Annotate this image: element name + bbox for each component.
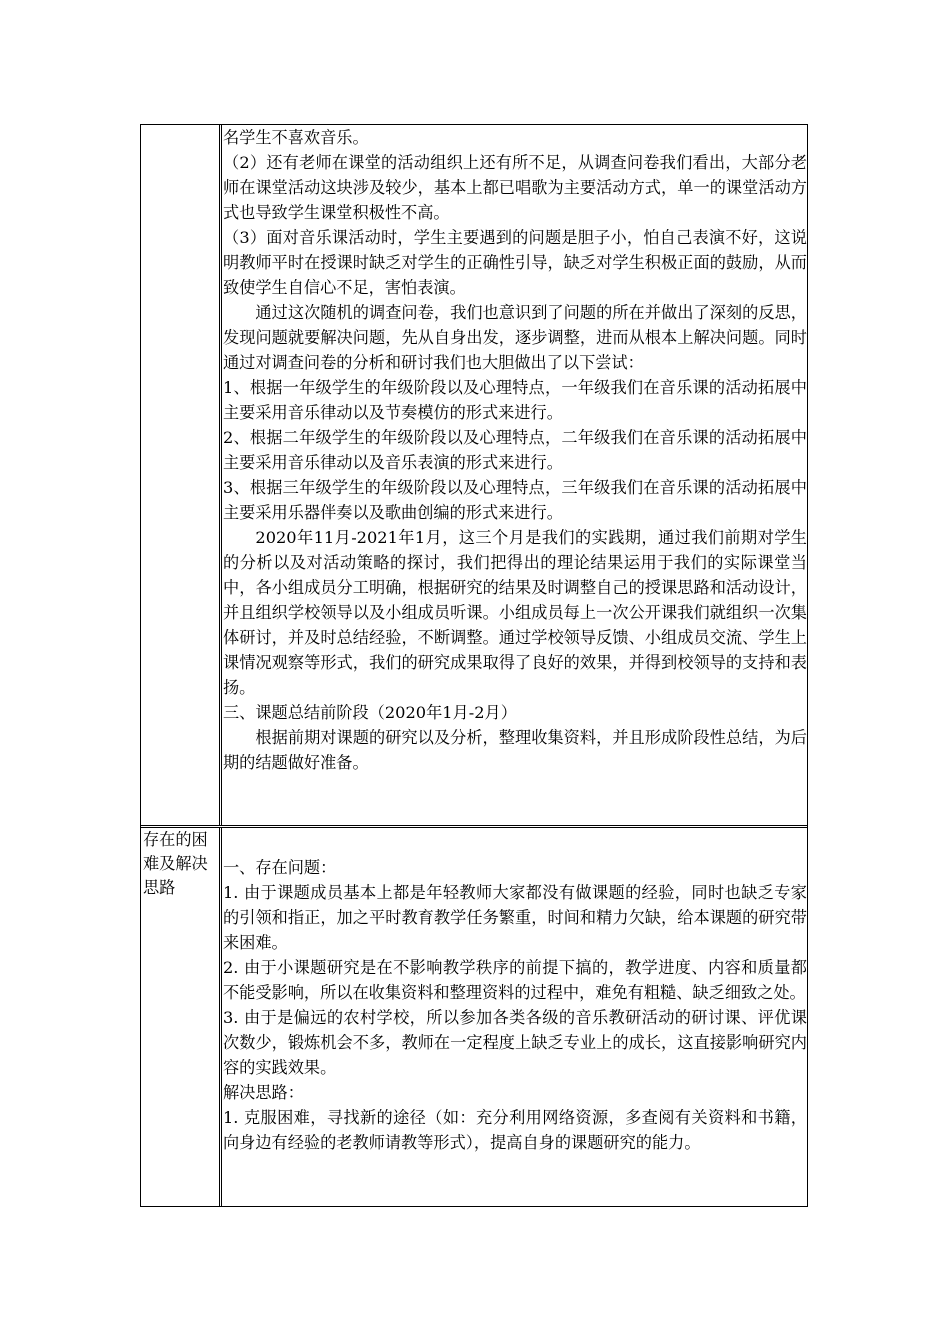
paragraph: 名学生不喜欢音乐。 <box>223 128 369 147</box>
difficulties-row <box>141 825 807 1206</box>
section-heading: 解决思路： <box>223 1083 304 1102</box>
section-heading: 一、存在问题： <box>223 858 337 877</box>
paragraph: （2）还有老师在课堂的活动组织上还有所不足，从调查问卷我们看出，大部分老师在课堂活动这块涉及较少，基本上都已唱歌为主要活动方式，单一的课堂活动方式也导致学生课堂积极性不高。 <box>223 153 807 222</box>
paragraph: 根据前期对课题的研究以及分析，整理收集资料，并且形成阶段性总结，为后期的结题做好准备。 <box>223 728 807 772</box>
section-heading: 三、课题总结前阶段（2020年1月-2月） <box>223 703 517 722</box>
row-label <box>141 125 222 825</box>
report-table <box>140 124 808 1207</box>
paragraph: （3）面对音乐课活动时，学生主要遇到的问题是胆子小，怕自己表演不好，这说明教师平时在授课时缺乏对学生的正确性引导，缺乏对学生积极正面的鼓励，从而致使学生自信心不足，害怕表演。 <box>223 228 807 297</box>
paragraph: 2. 由于小课题研究是在不影响教学秩序的前提下搞的，教学进度、内容和质量都不能受影响，所以在收集资料和整理资料的过程中，难免有粗糙、缺乏细致之处。 <box>223 958 807 1002</box>
paragraph: 1. 由于课题成员基本上都是年轻教师大家都没有做课题的经验，同时也缺乏专家的引领和指正，加之平时教育教学任务繁重，时间和精力欠缺，给本课题的研究带来困难。 <box>223 883 807 952</box>
paragraph: 3. 由于是偏远的农村学校，所以参加各类各级的音乐教研活动的研讨课、评优课次数少，锻炼机会不多，教师在一定程度上缺乏专业上的成长，这直接影响研究内容的实践效果。 <box>223 1008 807 1077</box>
row-label: 存在的困难及解决思路 <box>141 828 222 1206</box>
paragraph: 通过这次随机的调查问卷，我们也意识到了问题的所在并做出了深刻的反思，发现问题就要解决问题，先从自身出发，逐步调整，进而从根本上解决问题。同时通过对调查问卷的分析和研讨我们也大胆做出了以下尝试： <box>223 303 807 372</box>
paragraph: 2020年11月-2021年1月，这三个月是我们的实践期，通过我们前期对学生的分析以及对活动策略的探讨，我们把得出的理论结果运用于我们的实际课堂当中，各小组成员分工明确，根据研究的结果及时调整自己的授课思路和活动设计，并且组织学校领导以及小组成员听课。小组成员每上一次公开课我们就组织一次集体研讨，并及时总结经验，不断调整。通过学校领导反馈、小组成员交流、学生上课情况观察等形式，我们的研究成果取得了良好的效果，并得到校领导的支持和表扬。 <box>223 528 807 697</box>
paragraph: 3、根据三年级学生的年级阶段以及心理特点，三年级我们在音乐课的活动拓展中主要采用乐器伴奏以及歌曲创编的形式来进行。 <box>223 478 807 522</box>
paragraph: 1. 克服困难，寻找新的途径（如：充分利用网络资源，多查阅有关资料和书籍，向身边有经验的老教师请教等形式），提高自身的课题研究的能力。 <box>223 1108 807 1152</box>
progress-row <box>141 125 807 825</box>
progress-content <box>222 125 807 825</box>
paragraph: 2、根据二年级学生的年级阶段以及心理特点，二年级我们在音乐课的活动拓展中主要采用音乐律动以及音乐表演的形式来进行。 <box>223 428 807 472</box>
paragraph: 1、根据一年级学生的年级阶段以及心理特点，一年级我们在音乐课的活动拓展中主要采用音乐律动以及节奏模仿的形式来进行。 <box>223 378 807 422</box>
difficulties-content <box>222 828 807 1206</box>
